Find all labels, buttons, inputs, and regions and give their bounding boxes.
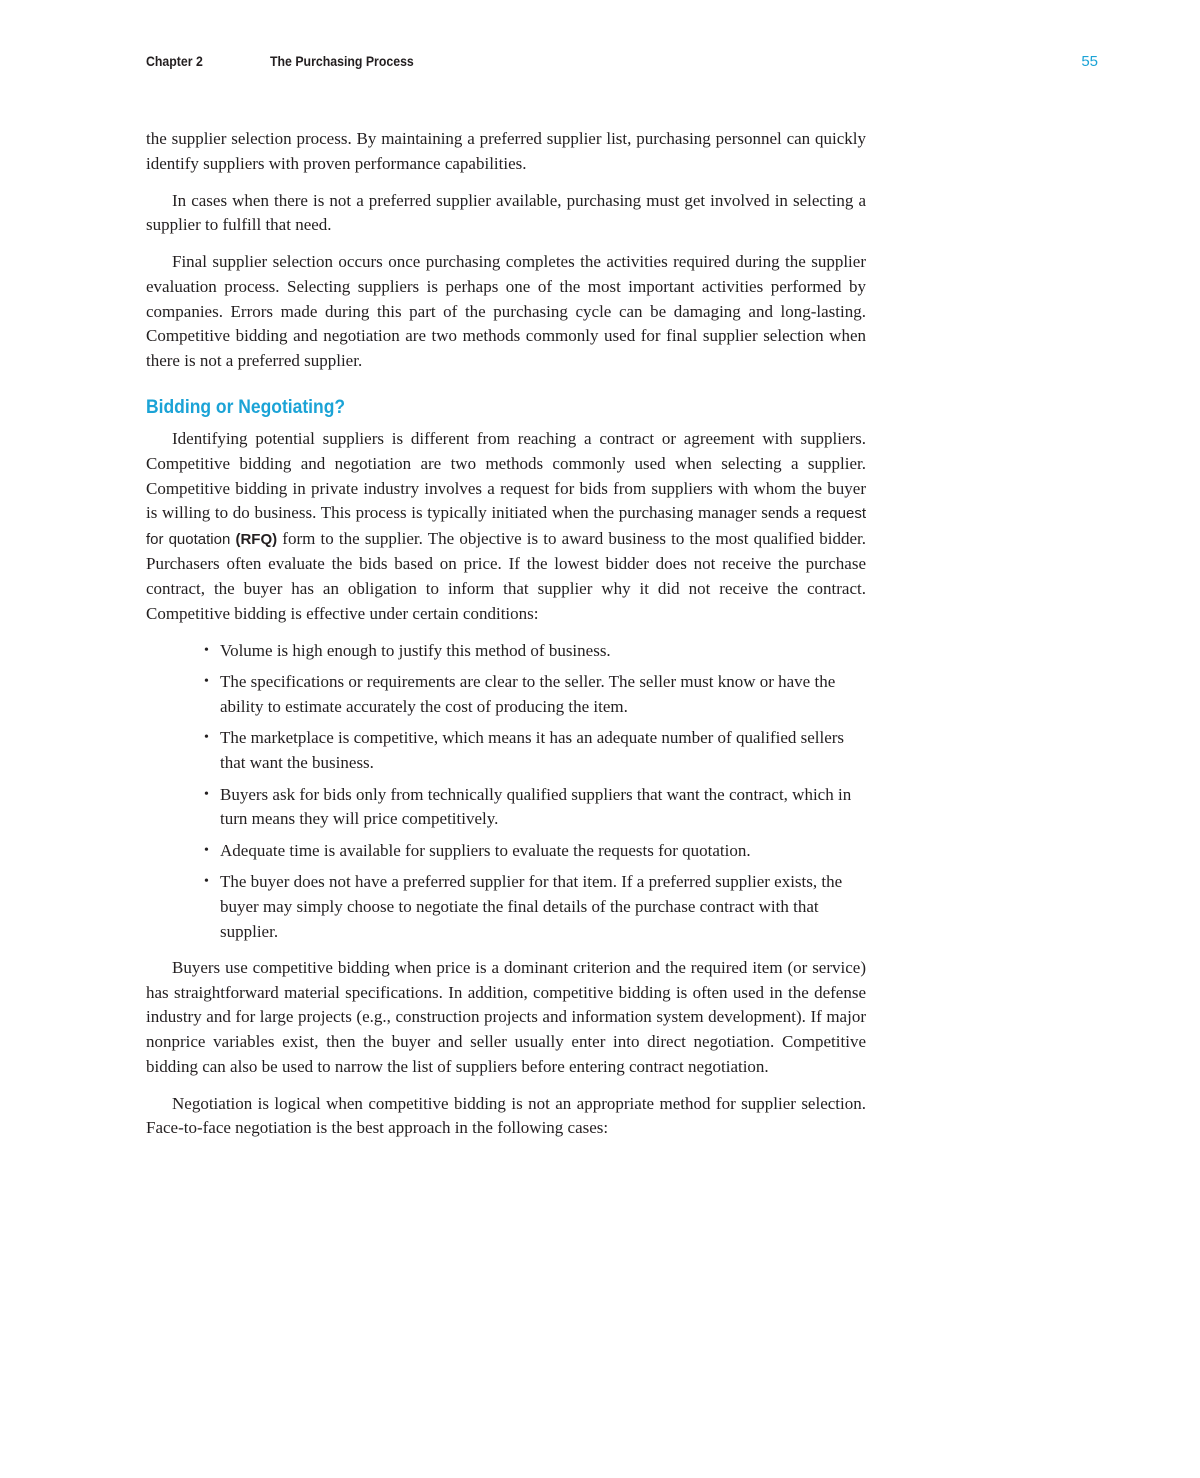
paragraph-2: In cases when there is not a preferred supplier available, purchasing must get involved in selecting a supplier to fulfill that need. — [146, 190, 866, 235]
paragraph-1: the supplier selection process. By maintaining a preferred supplier list, purchasing personnel can quickly identify suppliers with proven performance capabilities. — [146, 129, 866, 173]
list-item — [204, 726, 854, 775]
list-item-text: The specifications or requirements are clear to the seller. The seller must know or have the ability to estimate accurately the cost of producing the item. — [220, 672, 836, 716]
chapter-label: Chapter 2 — [146, 53, 203, 69]
body-text — [146, 127, 866, 1153]
paragraph-3: Final supplier selection occurs once purchasing completes the activities required during the supplier evaluation process. Selecting suppliers is perhaps one of the most important activities performed by companies. Errors made during this part of the purchasing cycle can be damaging and long-lasting. Competitive bidding and negotiation are two methods commonly used for final supplier selection when there is not a preferred supplier. — [146, 252, 866, 370]
bullet-icon: • — [204, 674, 209, 690]
key-term-rfq-abbr: (RFQ) — [235, 530, 278, 548]
paragraph-6: Negotiation is logical when competitive bidding is not an appropriate method for supplier selection. Face-to-face negotiation is the best approach in the following cases: — [146, 1093, 866, 1138]
paragraph-4-text-b: form to the supplier. The objective is to award business to the most qualified bidder. Purchasers often evaluate the bids based on price. If the lowest bidder does not receive the purchase contract, the buyer has an obligation to inform that supplier why it did not receive the contract. Competitive bidding is effective under certain conditions: — [146, 528, 866, 623]
list-item — [204, 639, 854, 664]
list-item-text: Volume is high enough to justify this method of business. — [220, 640, 611, 660]
list-item-text: The marketplace is competitive, which means it has an adequate number of qualified sellers that want the business. — [220, 728, 845, 772]
list-item — [204, 670, 854, 719]
page-number: 55 — [1081, 53, 1098, 70]
list-item — [204, 839, 854, 864]
bullet-icon: • — [204, 786, 209, 802]
list-item-text: Adequate time is available for suppliers to evaluate the requests for quotation. — [220, 840, 751, 860]
chapter-title: The Purchasing Process — [270, 53, 414, 69]
running-head — [146, 53, 1098, 73]
key-term-rfq: request for quotation — [146, 505, 866, 548]
list-item — [204, 870, 854, 944]
bullet-icon: • — [204, 642, 209, 658]
paragraph-4-text-a: Identifying potential suppliers is different from reaching a contract or agreement with suppliers. Competitive bidding and negotiation are two methods commonly used when selecting a supplier. Competitive bidding in private industry involves a request for bids from suppliers with whom the buyer is willing to do business. This process is typically initiated when the purchasing manager sends a — [146, 429, 866, 523]
conditions-list — [146, 639, 854, 945]
bullet-icon: • — [204, 730, 209, 746]
paragraph-5: Buyers use competitive bidding when price is a dominant criterion and the required item (or service) has straightforward material specifications. In addition, competitive bidding is often used in the defense industry and for large projects (e.g., construction projects and information system development). If major nonprice variables exist, then the buyer and seller usually enter into direct negotiation. Competitive bidding can also be used to narrow the list of suppliers before entering contract negotiation. — [146, 958, 866, 1076]
section-heading: Bidding or Negotiating? — [146, 397, 346, 419]
list-item — [204, 783, 854, 832]
paragraph-4 — [146, 427, 866, 626]
bullet-icon: • — [204, 842, 209, 858]
bullet-icon: • — [204, 874, 209, 890]
list-item-text: Buyers ask for bids only from technically qualified suppliers that want the contract, which in turn means they will price competitively. — [220, 784, 852, 829]
list-item-text: The buyer does not have a preferred supplier for that item. If a preferred supplier exists, the buyer may simply choose to negotiate the final details of the purchase contract with that supplier. — [220, 872, 843, 941]
